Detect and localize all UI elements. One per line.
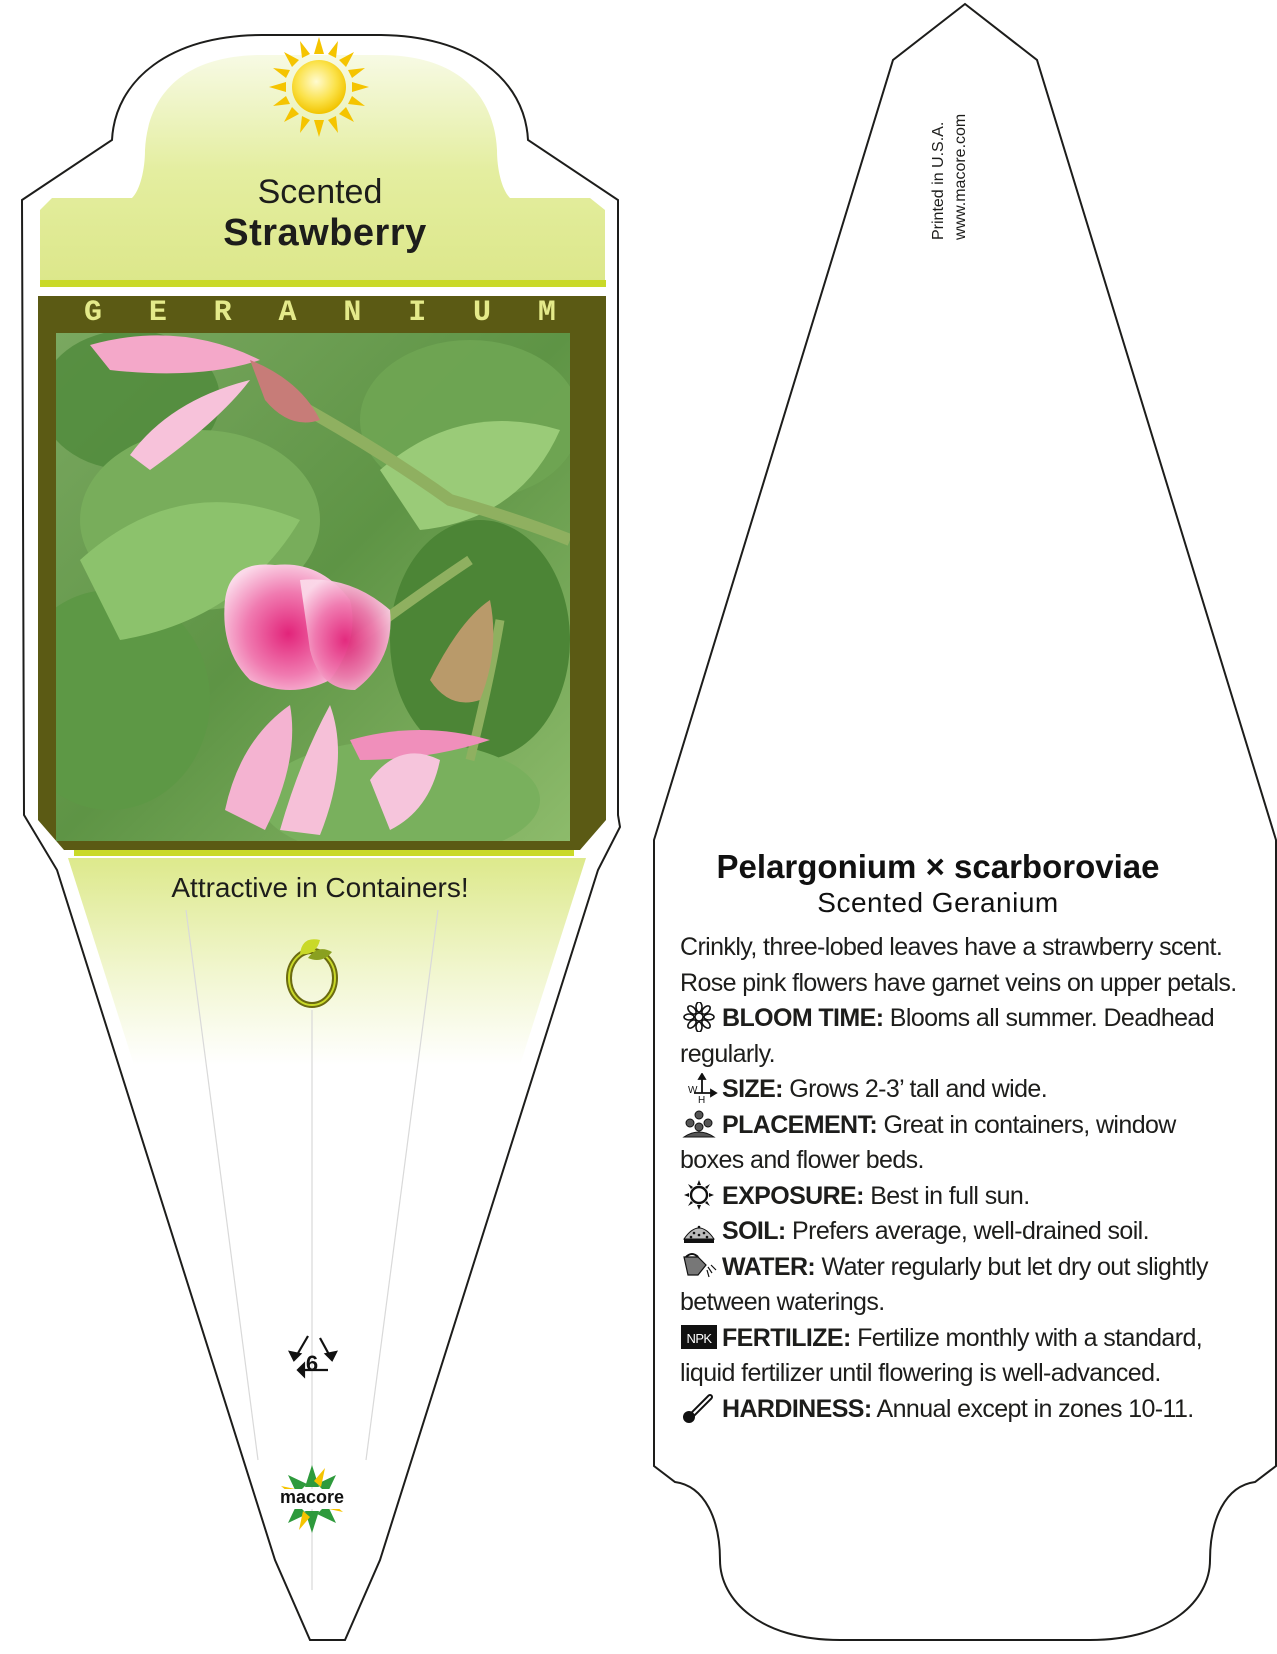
care-text: Grows 2-3’ tall and wide. bbox=[789, 1075, 1048, 1103]
care-placement bbox=[680, 1108, 1240, 1179]
brand-name: macore bbox=[279, 1487, 345, 1507]
care-soil bbox=[680, 1214, 1240, 1250]
genus-letter: A bbox=[278, 296, 297, 330]
size-icon-w: W bbox=[688, 1085, 697, 1096]
plant-description bbox=[680, 930, 1240, 1427]
care-text: Water regularly but let dry out slightly between waterings. bbox=[680, 1252, 1208, 1316]
genus-letter: M bbox=[537, 296, 556, 330]
placement-icon bbox=[680, 1109, 718, 1139]
care-text: Blooms all summer. Deadhead regularly. bbox=[680, 1004, 1215, 1068]
soil-icon bbox=[680, 1215, 718, 1245]
care-label: WATER: bbox=[722, 1252, 816, 1281]
sun-logo bbox=[269, 37, 369, 137]
size-icon-h: H bbox=[698, 1095, 705, 1103]
care-bloom bbox=[680, 1001, 1240, 1072]
website-text: www.macore.com bbox=[952, 113, 969, 240]
genus-banner bbox=[60, 296, 580, 330]
npk-text: NPK bbox=[686, 1330, 712, 1346]
care-size bbox=[680, 1072, 1240, 1108]
genus-letter: U bbox=[473, 296, 492, 330]
genus-letter: I bbox=[408, 296, 427, 330]
title-line-2: Strawberry bbox=[223, 212, 427, 254]
thermometer-icon bbox=[680, 1393, 718, 1423]
care-text: Annual except in zones 10-11. bbox=[876, 1394, 1194, 1423]
intro-text: Crinkly, three-lobed leaves have a strawberry scent. Rose pink flowers have garnet veins on upper petals. bbox=[680, 933, 1237, 997]
care-water bbox=[680, 1250, 1240, 1321]
genus-letter: N bbox=[343, 296, 362, 330]
npk-icon bbox=[680, 1322, 718, 1352]
care-text: Fertilize monthly with a standard, liquid fertilizer until flowering is well-advanced. bbox=[680, 1323, 1203, 1387]
care-label: BLOOM TIME: bbox=[722, 1004, 884, 1032]
tagline: Attractive in Containers! bbox=[171, 872, 469, 903]
genus-letter: R bbox=[213, 296, 232, 330]
care-fertilize bbox=[680, 1321, 1240, 1392]
genus-letter: G bbox=[83, 296, 102, 330]
care-hardiness bbox=[680, 1392, 1240, 1428]
recycle-number: 6 bbox=[305, 1351, 319, 1376]
size-icon bbox=[680, 1073, 718, 1103]
care-label: HARDINESS: bbox=[722, 1394, 872, 1423]
printed-info bbox=[928, 40, 1128, 240]
sun-icon bbox=[680, 1180, 718, 1210]
care-text: Best in full sun. bbox=[870, 1181, 1030, 1210]
botanical-name: Pelargonium × scarboroviae bbox=[716, 848, 1160, 885]
care-label: PLACEMENT: bbox=[722, 1110, 878, 1139]
care-text: Prefers average, well-drained soil. bbox=[792, 1217, 1149, 1245]
genus-letter: E bbox=[148, 296, 167, 330]
watering-can-icon bbox=[680, 1251, 718, 1281]
care-label: SIZE: bbox=[722, 1075, 783, 1103]
title-line-1: Scented bbox=[257, 173, 383, 211]
care-label: EXPOSURE: bbox=[722, 1181, 864, 1210]
care-exposure bbox=[680, 1179, 1240, 1215]
printed-line-1: Printed in U.S.A. bbox=[930, 121, 947, 240]
flower-icon bbox=[680, 1002, 718, 1032]
care-label: SOIL: bbox=[722, 1217, 786, 1245]
common-name: Scented Geranium bbox=[817, 887, 1059, 918]
care-label: FERTILIZE: bbox=[722, 1323, 851, 1352]
geranium-photo bbox=[10, 330, 580, 860]
care-text: Great in containers, window boxes and flower beds. bbox=[680, 1110, 1176, 1174]
